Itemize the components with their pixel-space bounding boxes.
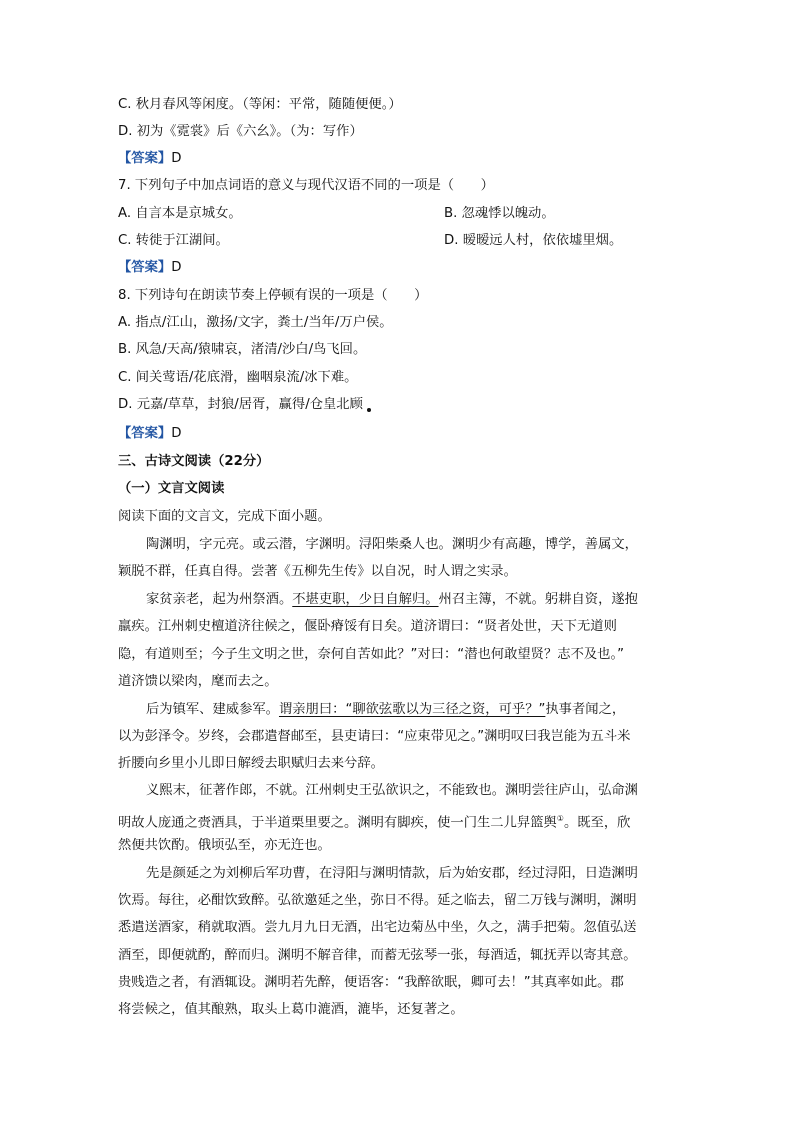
- subsection-title: （一）文言文阅读: [118, 481, 225, 496]
- question-7-options-ab: [118, 204, 555, 224]
- answer-value: D: [171, 426, 182, 441]
- footnote-marker: ①: [556, 814, 564, 823]
- question-7-stem: 7. 下列句子中加点词语的意义与现代汉语不同的一项是（ ）: [118, 178, 494, 193]
- text-segment: 执事者闻之，: [545, 702, 626, 717]
- option-c: C. 转徙于江湖间。: [118, 233, 229, 248]
- answer-tag: 【答案】: [118, 426, 172, 441]
- option-d-text: D. 元嘉/草草，封狼/居胥，赢得/仓皇北顾: [118, 397, 363, 412]
- option-a: A. 自言本是京城女。: [118, 206, 242, 221]
- instruction: 阅读下面的文言文，完成下面小题。: [118, 509, 331, 524]
- section-title: 三、古诗文阅读（22分）: [118, 454, 270, 469]
- answer-6: [118, 149, 181, 169]
- underlined-sentence: 谓亲朋曰：“聊欲弦歌以为三径之资，可乎？”: [278, 702, 546, 717]
- underlined-sentence: 不堪吏职，少日自解归。: [292, 592, 439, 607]
- passage-p3-line3: 折腰向乡里小儿即日解绶去职赋归去来兮辞。: [118, 756, 384, 771]
- answer-7: [118, 258, 181, 278]
- passage-p5-line1: 先是颜延之为刘柳后军功曹，在浔阳与渊明情款，后为始安郡，经过浔阳，日造渊明: [146, 866, 638, 881]
- passage-p5-line2: 饮焉。每往，必酣饮致醉。弘欲邀延之坐，弥日不得。延之临去，留二万钱与渊明，渊明: [118, 893, 637, 908]
- question-8-option-c: C. 间关莺语/花底滑，幽咽泉流/冰下难。: [118, 370, 358, 385]
- text-segment: 州召主簿，不就。躬耕自资，遂抱: [438, 592, 638, 607]
- passage-p4-line3: 然便共饮酌。俄顷弘至，亦无迕也。: [118, 838, 331, 853]
- passage-p1-line1: 陶渊明，字元亮。或云潜，字渊明。浔阳柴桑人也。渊明少有高趣，博学，善属文，: [146, 537, 638, 552]
- passage-p5-line4: 酒至，即便就酌，醉而归。渊明不解音律，而蓄无弦琴一张，每酒适，辄抚弄以寄其意。: [118, 948, 637, 963]
- passage-p4-line1: 义熙末，征著作郎，不就。江州刺史王弘欲识之，不能致也。渊明尝往庐山，弘命渊: [146, 783, 638, 798]
- passage-p5-line5: 贵贱造之者，有酒辄设。渊明若先醉，便语客：“我醉欲眠，卿可去！”其真率如此。郡: [118, 975, 624, 990]
- emphasis-dot-icon: [367, 408, 371, 412]
- passage-p1-line2: 颖脱不群，任真自得。尝著《五柳先生传》以自况，时人谓之实录。: [118, 564, 517, 579]
- answer-value: D: [171, 151, 182, 166]
- text-segment: 。既至，欣: [563, 815, 631, 831]
- passage-p5-line3: 悉遣送酒家，稍就取酒。尝九月九日无酒，出宅边菊丛中坐，久之，满手把菊。忽值弘送: [118, 920, 637, 935]
- passage-p3-line2: 以为彭泽令。岁终，会郡遣督邮至，县吏请曰：“应束带见之。”渊明叹曰我岂能为五斗米: [118, 729, 631, 744]
- passage-p5-line6: 将尝候之，值其酿熟，取头上葛巾漉酒，漉毕，还复著之。: [118, 1002, 464, 1017]
- text-segment: 明故人庞通之赍酒具，于半道栗里要之。渊明有脚疾，使一门生二儿舁篮舆: [118, 815, 557, 831]
- text-segment: 家贫亲老，起为州祭酒。: [146, 592, 293, 607]
- option-b: B. 忽魂悸以魄动。: [444, 206, 555, 221]
- answer-value: D: [171, 260, 182, 275]
- answer-8: [118, 424, 181, 444]
- question-8-option-a: A. 指点/江山，激扬/文字，粪土/当年/万户侯。: [118, 315, 393, 330]
- text-segment: 后为镇军、建威参军。: [146, 702, 279, 717]
- passage-p2-line1: [146, 590, 638, 610]
- question-8-stem: 8. 下列诗句在朗读节奏上停顿有误的一项是（ ）: [118, 288, 428, 303]
- option-d-prev: D. 初为《霓裳》后《六幺》。（为：写作）: [118, 124, 363, 139]
- answer-tag: 【答案】: [118, 151, 172, 166]
- answer-tag: 【答案】: [118, 260, 172, 275]
- passage-p2-line3: 隐，有道则至；今子生文明之世，奈何自苦如此？”对曰：“潜也何敢望贤？志不及也。”: [118, 647, 624, 662]
- passage-p4-line2: [118, 809, 630, 833]
- option-c-prev: C. 秋月春风等闲度。（等闲：平常，随随便便。）: [118, 97, 402, 112]
- passage-p3-line1: [146, 700, 625, 720]
- option-d: D. 暧暧远人村，依依墟里烟。: [444, 233, 623, 248]
- question-8-option-b: B. 风急/天高/猿啸哀，渚清/沙白/鸟飞回。: [118, 342, 367, 357]
- passage-p2-line2: 羸疾。江州刺史檀道济往候之，偃卧瘠馁有日矣。道济谓曰：“贤者处世，天下无道则: [118, 619, 617, 634]
- question-8-option-d: [118, 395, 371, 415]
- question-7-options-cd: [118, 231, 623, 251]
- passage-p2-line4: 道济馈以梁肉，麾而去之。: [118, 674, 278, 689]
